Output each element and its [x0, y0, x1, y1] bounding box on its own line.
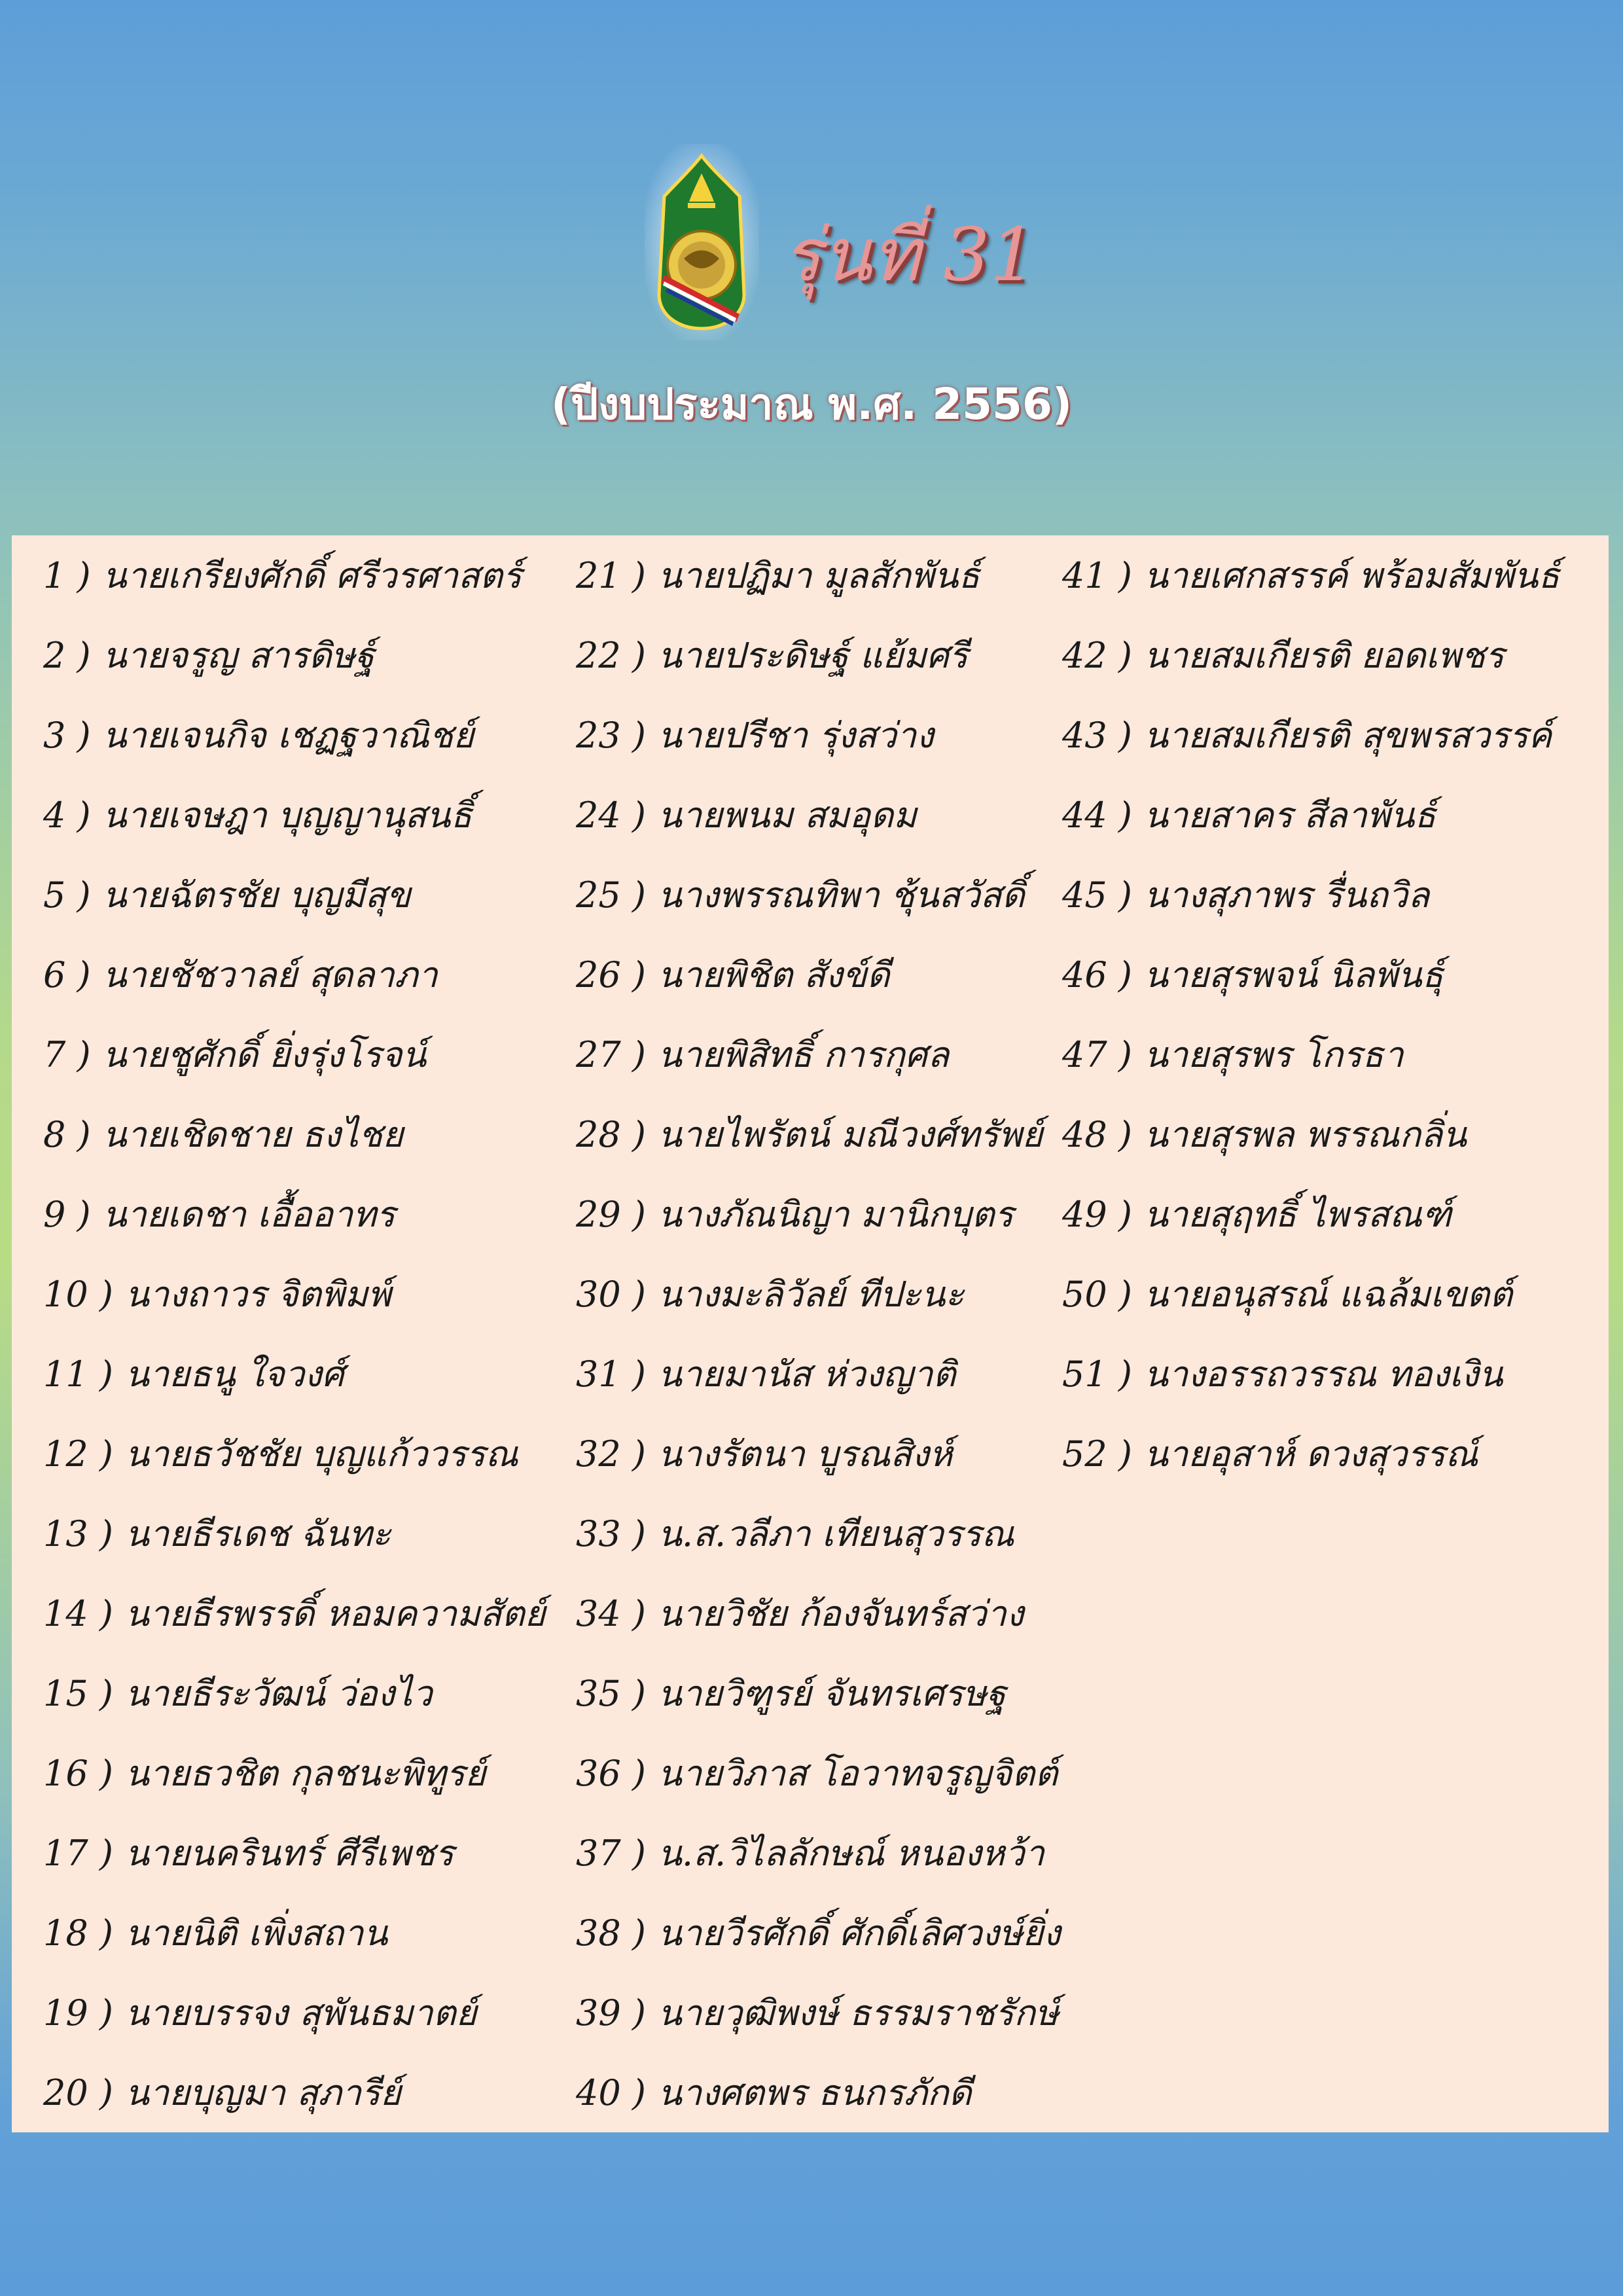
list-item-number: 2 ) — [43, 634, 91, 676]
page-title: รุ่นที่ 31 — [782, 213, 1037, 298]
list-item-number: 15 ) — [43, 1672, 113, 1714]
list-item-number: 1 ) — [43, 554, 91, 596]
list-item-name: นายเศกสรรค์ พร้อมสัมพันธ์ — [1143, 555, 1560, 596]
list-item — [576, 1653, 1061, 1733]
name-list-panel — [12, 535, 1609, 2132]
list-item — [43, 1653, 545, 1733]
list-item-name: นายวีรศักดิ์ ศักดิ์เลิศวงษ์ยิ่ง — [657, 1912, 1061, 1954]
list-item — [576, 1254, 1061, 1334]
list-item-name: นายสมเกียรติ ยอดเพชร — [1143, 635, 1505, 676]
list-item — [43, 1254, 545, 1334]
list-item — [576, 1813, 1061, 1893]
list-item-name: นายธนู ใจวงศ์ — [124, 1354, 344, 1395]
list-item-name: นายธวัชชัย บุญแก้ววรรณ — [124, 1433, 518, 1475]
list-item — [576, 1973, 1061, 2053]
list-item — [43, 1973, 545, 2053]
list-item — [43, 1733, 545, 1813]
list-item-number: 20 ) — [43, 2072, 113, 2113]
list-item-name: นายวุฒิพงษ์ ธรรมราชรักษ์ — [657, 1992, 1059, 2034]
list-item-number: 3 ) — [43, 714, 91, 756]
list-item — [43, 855, 545, 935]
list-item-number: 38 ) — [576, 1912, 646, 1954]
list-item-name: นางมะลิวัลย์ ทีปะนะ — [657, 1274, 965, 1315]
list-item-number: 4 ) — [43, 794, 91, 836]
school-emblem-icon — [645, 144, 759, 340]
list-item-number: 10 ) — [43, 1273, 113, 1315]
list-item-name: นางสุภาพร รื่นถวิล — [1143, 874, 1430, 916]
list-item-name: นายเจษฎา บุญญานุสนธิ์ — [102, 795, 473, 836]
list-item-number: 17 ) — [43, 1832, 113, 1874]
list-item-name: นายธวชิต กุลชนะพิทูรย์ — [124, 1753, 486, 1794]
list-item-name: นายเกรียงศักดิ์ ศรีวรศาสตร์ — [102, 555, 522, 596]
list-item-name: นางอรรถวรรณ ทองเงิน — [1143, 1354, 1503, 1395]
list-item — [43, 1573, 545, 1653]
name-column-2 — [576, 535, 1061, 2132]
list-item — [43, 1813, 545, 1893]
list-item-name: นายชูศักดิ์ ยิ่งรุ่งโรจน์ — [102, 1034, 427, 1075]
list-item-name: น.ส.วลีภา เทียนสุวรรณ — [657, 1513, 1014, 1554]
list-item-name: นายสมเกียรติ สุขพรสวรรค์ — [1143, 715, 1552, 756]
list-item — [576, 695, 1061, 775]
list-item — [43, 1494, 545, 1573]
list-item — [576, 615, 1061, 695]
list-item-name: นายเชิดชาย ธงไชย — [102, 1114, 404, 1155]
list-item-number: 23 ) — [576, 714, 646, 756]
list-item-name: นายสุรพร โกรธา — [1143, 1034, 1404, 1075]
list-item-number: 32 ) — [576, 1433, 646, 1475]
list-item — [576, 1893, 1061, 1973]
list-item-name: นายปฏิมา มูลสักพันธ์ — [657, 555, 980, 596]
list-item-number: 31 ) — [576, 1353, 646, 1395]
list-item — [576, 1573, 1061, 1653]
list-item-number: 52 ) — [1062, 1433, 1132, 1475]
list-item-number: 35 ) — [576, 1672, 646, 1714]
list-item-number: 45 ) — [1062, 874, 1132, 916]
name-column-1 — [43, 535, 545, 2132]
list-item-name: นายนครินทร์ ศีรีเพชร — [124, 1833, 454, 1874]
list-item — [1062, 855, 1560, 935]
list-item-number: 24 ) — [576, 794, 646, 836]
list-item-name: น.ส.วิไลลักษณ์ หนองหว้า — [657, 1833, 1044, 1874]
list-item-number: 18 ) — [43, 1912, 113, 1954]
list-item-number: 21 ) — [576, 554, 646, 596]
list-item-number: 5 ) — [43, 874, 91, 916]
list-item-name: นายวิภาส โอวาทจรูญจิตต์ — [657, 1753, 1058, 1794]
list-item — [576, 775, 1061, 855]
list-item-name: นายอุสาห์ ดวงสุวรรณ์ — [1143, 1433, 1478, 1475]
list-item-name: นางรัตนา บูรณสิงห์ — [657, 1433, 953, 1475]
list-item — [43, 935, 545, 1014]
list-item-name: นายชัชวาลย์ สุดลาภา — [102, 954, 438, 996]
list-item-number: 26 ) — [576, 954, 646, 996]
list-item-number: 14 ) — [43, 1592, 113, 1634]
list-item-number: 42 ) — [1062, 634, 1132, 676]
list-item-number: 6 ) — [43, 954, 91, 996]
list-item — [1062, 1334, 1560, 1414]
list-item-number: 51 ) — [1062, 1353, 1132, 1395]
list-item-name: นายฉัตรชัย บุญมีสุข — [102, 874, 411, 916]
list-item-number: 8 ) — [43, 1113, 91, 1155]
list-item-number: 28 ) — [576, 1113, 646, 1155]
list-item-name: นายธีรพรรดิ์ หอมความสัตย์ — [124, 1593, 546, 1634]
list-item-name: นายนิติ เพิ่งสถาน — [124, 1912, 388, 1954]
list-item-name: นายมานัส ห่วงญาติ — [657, 1354, 956, 1395]
list-item-number: 37 ) — [576, 1832, 646, 1874]
list-item — [576, 535, 1061, 615]
list-item — [576, 1414, 1061, 1494]
list-item-name: นายสุฤทธิ์ ไพรสณฑ์ — [1143, 1194, 1452, 1235]
list-item-number: 39 ) — [576, 1992, 646, 2034]
list-item — [43, 1414, 545, 1494]
list-item-name: นายพนม สมอุดม — [657, 795, 917, 836]
list-item — [576, 855, 1061, 935]
list-item-number: 11 ) — [43, 1353, 113, 1395]
list-item — [576, 1014, 1061, 1094]
list-item-number: 40 ) — [576, 2072, 646, 2113]
list-item — [43, 2053, 545, 2132]
list-item — [576, 2053, 1061, 2132]
list-item-name: นายสุรพจน์ นิลพันธุ์ — [1143, 954, 1444, 996]
list-item — [1062, 695, 1560, 775]
list-item-number: 43 ) — [1062, 714, 1132, 756]
list-item — [576, 1094, 1061, 1174]
list-item-name: นายบรรจง สุพันธมาตย์ — [124, 1992, 477, 2034]
list-item — [43, 1174, 545, 1254]
list-item-name: นายสุรพล พรรณกลิ่น — [1143, 1114, 1467, 1155]
list-item-number: 46 ) — [1062, 954, 1132, 996]
list-item-name: นายไพรัตน์ มณีวงศ์ทรัพย์ — [657, 1114, 1043, 1155]
name-column-3 — [1062, 535, 1560, 1494]
list-item — [1062, 615, 1560, 695]
list-item-name: นางศตพร ธนกรภักดี — [657, 2072, 972, 2113]
list-item — [576, 1494, 1061, 1573]
list-item — [43, 1014, 545, 1094]
list-item — [1062, 1094, 1560, 1174]
list-item-name: นายประดิษฐ์ แย้มศรี — [657, 635, 969, 676]
list-item-name: นายบุญมา สุภารีย์ — [124, 2072, 401, 2113]
list-item — [43, 695, 545, 775]
list-item-name: นายอนุสรณ์ แฉล้มเขตต์ — [1143, 1274, 1513, 1315]
list-item-number: 27 ) — [576, 1033, 646, 1075]
list-item-name: นางภัณนิญา มานิกบุตร — [657, 1194, 1014, 1235]
list-item-name: นางถาวร จิตพิมพ์ — [124, 1274, 391, 1315]
list-item — [43, 1094, 545, 1174]
list-item — [576, 1733, 1061, 1813]
list-item-number: 19 ) — [43, 1992, 113, 2034]
list-item-number: 33 ) — [576, 1513, 646, 1554]
list-item-number: 22 ) — [576, 634, 646, 676]
page-subtitle: (ปีงบประมาณ พ.ศ. 2556) — [550, 379, 1073, 429]
list-item — [1062, 935, 1560, 1014]
list-item — [1062, 1254, 1560, 1334]
list-item-name: นางพรรณทิพา ชุ้นสวัสดิ์ — [657, 874, 1025, 916]
list-item-number: 13 ) — [43, 1513, 113, 1554]
list-item-number: 7 ) — [43, 1033, 91, 1075]
list-item — [43, 775, 545, 855]
list-item-number: 12 ) — [43, 1433, 113, 1475]
list-item-number: 44 ) — [1062, 794, 1132, 836]
list-item-name: นายพิชิต สังข์ดี — [657, 954, 890, 996]
list-item-name: นายจรูญ สารดิษฐ์ — [102, 635, 375, 676]
list-item-number: 36 ) — [576, 1752, 646, 1794]
list-item — [1062, 1014, 1560, 1094]
list-item — [576, 1174, 1061, 1254]
list-item — [1062, 1414, 1560, 1494]
list-item-name: นายธีระวัฒน์ ว่องไว — [124, 1673, 433, 1714]
list-item — [43, 615, 545, 695]
list-item-name: นายเจนกิจ เชฏฐวาณิชย์ — [102, 715, 474, 756]
list-item-number: 9 ) — [43, 1193, 91, 1235]
list-item-name: นายสาคร สีลาพันธ์ — [1143, 795, 1436, 836]
list-item-number: 50 ) — [1062, 1273, 1132, 1315]
list-item-number: 16 ) — [43, 1752, 113, 1794]
list-item-name: นายพิสิทธิ์ การกุศล — [657, 1034, 950, 1075]
list-item — [43, 1334, 545, 1414]
list-item — [576, 935, 1061, 1014]
list-item — [1062, 535, 1560, 615]
list-item-number: 29 ) — [576, 1193, 646, 1235]
list-item-number: 49 ) — [1062, 1193, 1132, 1235]
list-item-name: นายปรีชา รุ่งสว่าง — [657, 715, 934, 756]
list-item — [1062, 775, 1560, 855]
list-item — [43, 535, 545, 615]
list-item-number: 41 ) — [1062, 554, 1132, 596]
list-item-name: นายวิฑูรย์ จันทรเศรษฐ — [657, 1673, 1007, 1714]
list-item — [576, 1334, 1061, 1414]
list-item — [43, 1893, 545, 1973]
list-item-name: นายธีรเดช ฉันทะ — [124, 1513, 391, 1554]
list-item-name: นายเดชา เอื้ออาทร — [102, 1194, 395, 1235]
list-item — [1062, 1174, 1560, 1254]
list-item-number: 34 ) — [576, 1592, 646, 1634]
list-item-number: 30 ) — [576, 1273, 646, 1315]
list-item-number: 48 ) — [1062, 1113, 1132, 1155]
header — [0, 0, 1623, 537]
list-item-name: นายวิชัย ก้องจันทร์สว่าง — [657, 1593, 1024, 1634]
list-item-number: 47 ) — [1062, 1033, 1132, 1075]
list-item-number: 25 ) — [576, 874, 646, 916]
